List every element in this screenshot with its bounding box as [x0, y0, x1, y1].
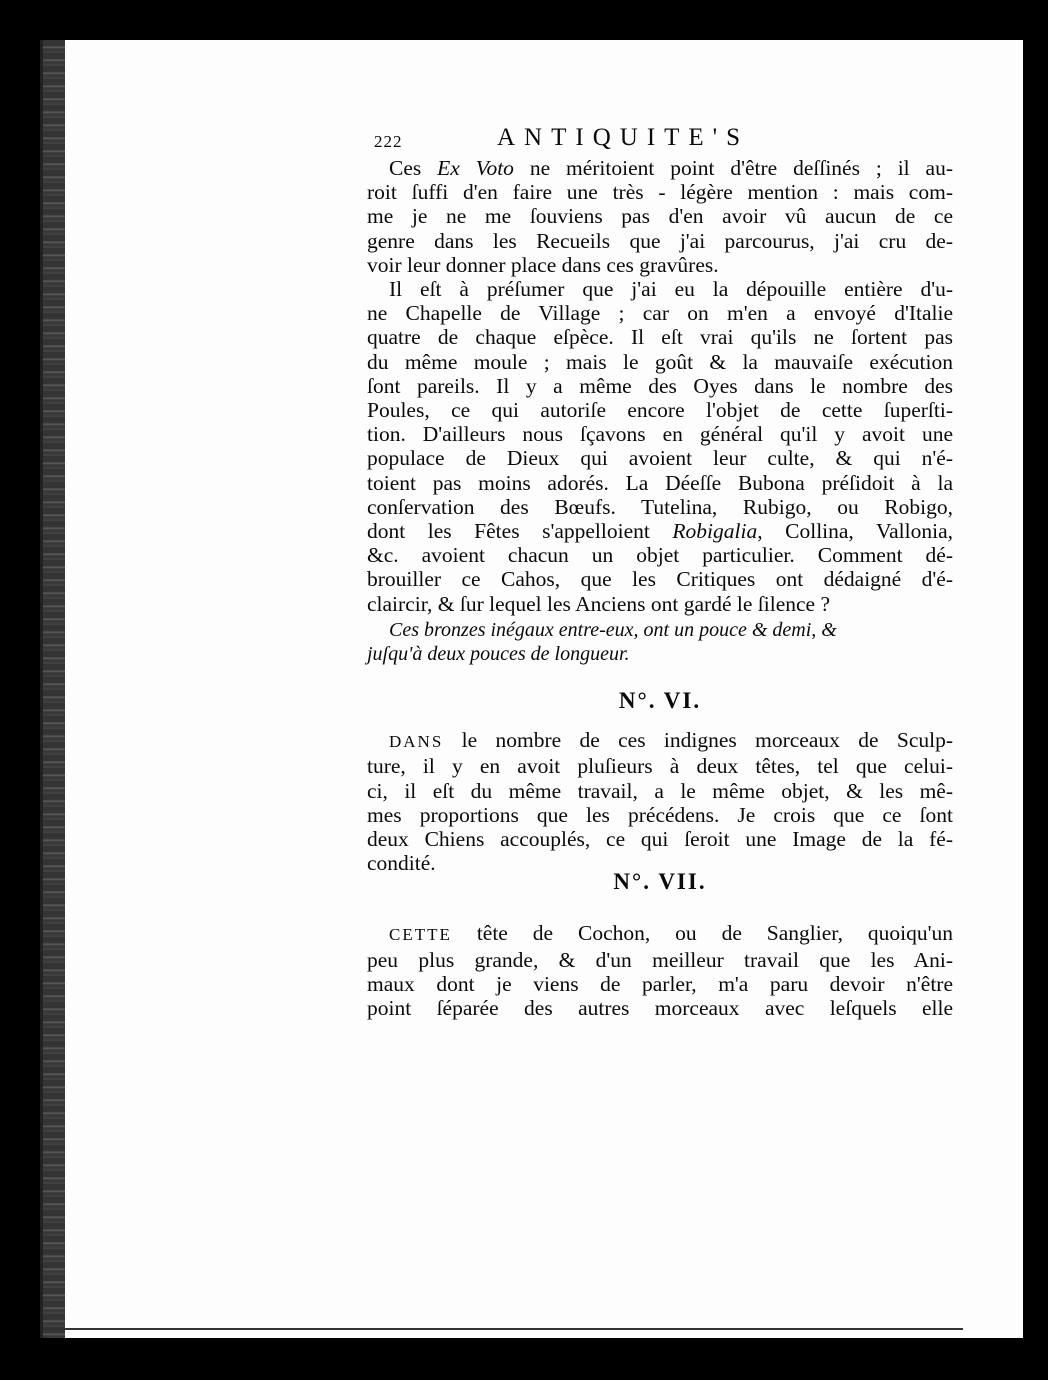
paragraph-section-vi — [367, 728, 953, 875]
text-line: peu plus grande, & d'un meilleur travail que les Ani- — [367, 947, 953, 972]
section-heading-vi: N°. VI. — [618, 688, 702, 714]
text-line: dont les Fêtes s'appelloient Robigalia, Collina, Vallonia, — [367, 519, 953, 544]
text-line: conſervation des Bœufs. Tutelina, Rubigo, ou Robigo, — [367, 494, 953, 519]
lead-small-caps: DANS — [389, 732, 444, 752]
text-block — [367, 124, 953, 1020]
text-line: ne Chapelle de Village ; car on m'en a envoyé d'Italie — [367, 301, 953, 326]
text-line: genre dans les Recueils que j'ai parcourus, j'ai cru de- — [367, 228, 953, 253]
paragraph-ex-voto — [367, 156, 953, 277]
text-line: CETTE tête de Cochon, ou de Sanglier, quoiqu'un — [389, 921, 953, 946]
text-line: populace de Dieux qui avoient leur culte, & qui n'é- — [367, 446, 953, 471]
running-head — [367, 124, 953, 156]
text-line: claircir, & ſur lequel les Anciens ont gardé le ſilence ? — [367, 591, 830, 616]
note-line: Ces bronzes inégaux entre-eux, ont un pouce & demi, & — [389, 618, 837, 641]
text-line: &c. avoient chacun un objet particulier. Comment dé- — [367, 543, 953, 568]
page-number: 222 — [374, 132, 403, 151]
section-heading-vii: N°. VII. — [613, 869, 707, 895]
text-line: roit ſuffi d'en faire une très - légère mention : mais com- — [367, 180, 953, 205]
text-line: brouiller ce Cahos, que les Critiques ont dédaigné d'é- — [367, 567, 953, 592]
text-line: maux dont je viens de parler, m'a paru devoir n'être — [367, 971, 953, 996]
text-line: toient pas moins adorés. La Déeſſe Bubona préſidoit à la — [367, 470, 953, 495]
text-line: mes proportions que les précédens. Je crois que ce ſont — [367, 802, 953, 827]
text-line: DANS le nombre de ces indignes morceaux de Sculp- — [389, 728, 953, 753]
text-line: deux Chiens accouplés, ce qui ſeroit une Image de la fé- — [367, 827, 953, 852]
text-line: quatre de chaque eſpèce. Il eſt vrai qu'ils ne ſortent pas — [367, 325, 953, 350]
paragraph-section-vii — [367, 921, 953, 1020]
paragraph-chapelle — [367, 277, 953, 616]
page-edge-rule — [43, 1328, 963, 1330]
text-line: du même moule ; mais le goût & la mauvaiſe exécution — [367, 349, 953, 374]
text-line: ci, il eſt du même travail, a le même objet, & les mê- — [367, 778, 953, 803]
text-line: voir leur donner place dans ces gravûres. — [367, 252, 719, 277]
text-line: Poules, ce qui autoriſe encore l'objet de cette ſuperſti- — [367, 398, 953, 423]
note-line: juſqu'à deux pouces de longueur. — [367, 643, 630, 666]
text-line: Il eſt à préſumer que j'ai eu la dépouille entière d'u- — [389, 277, 953, 302]
lead-small-caps: CETTE — [389, 925, 452, 945]
text-line: me je ne me ſouviens pas d'en avoir vû aucun de ce — [367, 204, 953, 229]
text-line: condité. — [367, 851, 436, 876]
dimensions-note — [367, 618, 953, 666]
text-line: ſont pareils. Il y a même des Oyes dans le nombre des — [367, 373, 953, 398]
page-title: ANTIQUITE'S — [497, 124, 750, 151]
book-page — [40, 40, 1023, 1338]
text-line: ture, il y en avoit pluſieurs à deux têtes, tel que celui- — [367, 754, 953, 779]
binding-gutter — [43, 40, 65, 1338]
text-line: Ces Ex Voto ne méritoient point d'être deſſinés ; il au- — [389, 156, 953, 180]
text-line: point ſéparée des autres morceaux avec leſquels elle — [367, 996, 953, 1021]
text-line: tion. D'ailleurs nous ſçavons en général qu'il y avoit une — [367, 422, 953, 447]
